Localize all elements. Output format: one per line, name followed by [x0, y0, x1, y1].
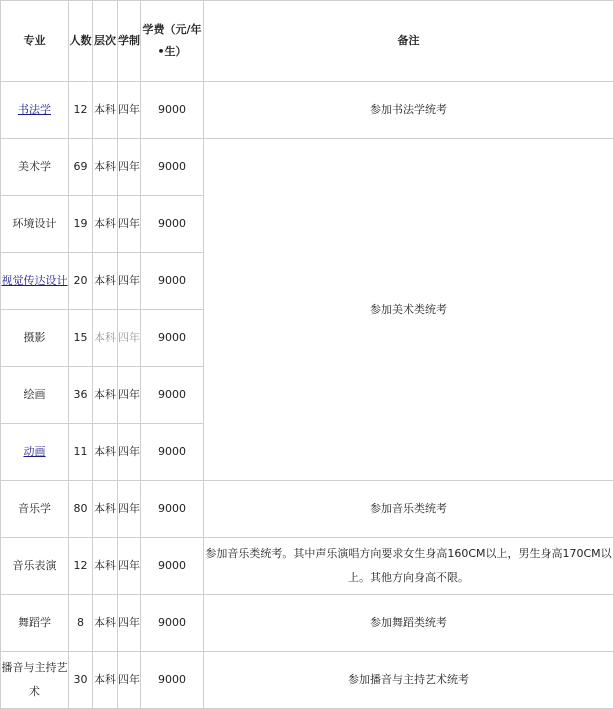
major-cell: 绘画	[1, 367, 69, 424]
count-cell: 19	[69, 196, 93, 253]
remarks-cell: 参加播音与主持艺术统考	[204, 652, 613, 709]
fee-cell: 9000	[141, 310, 204, 367]
header-fee: 学费（元/年•生）	[141, 1, 204, 82]
level-cell: 本科	[93, 424, 118, 481]
level-cell: 本科	[93, 253, 118, 310]
header-level: 层次	[93, 1, 118, 82]
major-cell	[1, 82, 69, 139]
count-cell: 20	[69, 253, 93, 310]
duration-cell: 四年	[118, 196, 141, 253]
fee-cell: 9000	[141, 652, 204, 709]
table-row	[1, 82, 613, 139]
count-cell: 12	[69, 538, 93, 595]
level-cell: 本科	[93, 196, 118, 253]
fee-cell: 9000	[141, 481, 204, 538]
level-cell: 本科	[93, 595, 118, 652]
fee-cell: 9000	[141, 538, 204, 595]
level-cell: 本科	[93, 82, 118, 139]
remarks-cell-art: 参加美术类统考	[204, 139, 613, 481]
duration-cell: 四年	[118, 253, 141, 310]
major-link-shufa[interactable]: 书法学	[18, 103, 51, 116]
count-cell: 30	[69, 652, 93, 709]
count-cell: 12	[69, 82, 93, 139]
remarks-cell: 参加音乐类统考。其中声乐演唱方向要求女生身高160CM以上，男生身高170CM以上。其他方向身高不限。	[204, 538, 613, 595]
duration-cell: 四年	[118, 310, 141, 367]
duration-cell: 四年	[118, 652, 141, 709]
major-link-visual-communication[interactable]: 视觉传达设计	[1, 274, 68, 287]
header-row	[1, 1, 613, 82]
duration-cell: 四年	[118, 139, 141, 196]
level-cell: 本科	[93, 538, 118, 595]
major-cell: 播音与主持艺术	[1, 652, 69, 709]
header-remarks: 备注	[204, 1, 613, 82]
major-cell	[1, 424, 69, 481]
table-row	[1, 652, 613, 709]
count-cell: 36	[69, 367, 93, 424]
fee-cell: 9000	[141, 367, 204, 424]
level-cell: 本科	[93, 139, 118, 196]
table-row	[1, 139, 613, 196]
fee-cell: 9000	[141, 253, 204, 310]
major-cell: 摄影	[1, 310, 69, 367]
major-cell: 美术学	[1, 139, 69, 196]
header-major: 专业	[1, 1, 69, 82]
count-cell: 80	[69, 481, 93, 538]
duration-cell: 四年	[118, 595, 141, 652]
major-cell: 舞蹈学	[1, 595, 69, 652]
fee-cell: 9000	[141, 139, 204, 196]
level-cell: 本科	[93, 367, 118, 424]
level-cell: 本科	[93, 481, 118, 538]
fee-cell: 9000	[141, 82, 204, 139]
major-cell: 音乐学	[1, 481, 69, 538]
level-cell: 本科	[93, 310, 118, 367]
table-row	[1, 481, 613, 538]
fee-cell: 9000	[141, 424, 204, 481]
count-cell: 15	[69, 310, 93, 367]
remarks-cell: 参加舞蹈类统考	[204, 595, 613, 652]
duration-cell: 四年	[118, 424, 141, 481]
major-cell	[1, 253, 69, 310]
header-count: 人数	[69, 1, 93, 82]
duration-cell: 四年	[118, 481, 141, 538]
major-cell: 音乐表演	[1, 538, 69, 595]
count-cell: 11	[69, 424, 93, 481]
duration-cell: 四年	[118, 538, 141, 595]
major-cell: 环境设计	[1, 196, 69, 253]
fee-cell: 9000	[141, 595, 204, 652]
count-cell: 8	[69, 595, 93, 652]
major-link-animation[interactable]: 动画	[23, 445, 46, 458]
count-cell: 69	[69, 139, 93, 196]
duration-cell: 四年	[118, 367, 141, 424]
duration-cell: 四年	[118, 82, 141, 139]
level-cell: 本科	[93, 652, 118, 709]
fee-cell: 9000	[141, 196, 204, 253]
table-row	[1, 595, 613, 652]
remarks-cell: 参加书法学统考	[204, 82, 613, 139]
table-row	[1, 538, 613, 595]
header-duration: 学制	[118, 1, 141, 82]
remarks-cell: 参加音乐类统考	[204, 481, 613, 538]
